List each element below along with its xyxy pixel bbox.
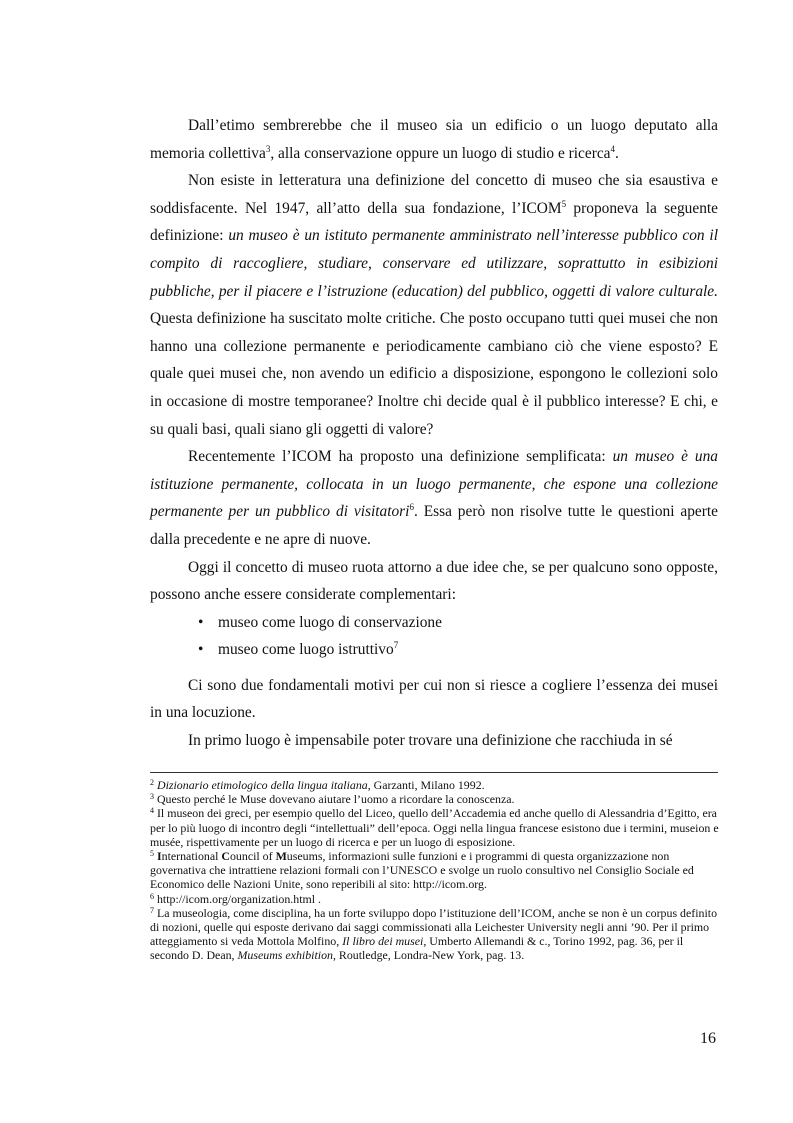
footnote-text: http://icom.org/organization.html . bbox=[154, 891, 322, 906]
footnote-number: 5 bbox=[150, 849, 154, 859]
text-run: Questa definizione ha suscitato molte critiche. Che posto occupano tutti quei musei che non hanno una collezione permanente e periodicamente cambiano ciò che viene esposto? E quale quei musei che, non avendo un edificio a disposizione, espongono le collezioni solo in occasione di mostre temporanee? Inoltre chi decide qual è il pubblico interesse? E chi, e su quali basi, quali siano gli oggetti di valore? bbox=[150, 310, 718, 438]
paragraph-motives: Ci sono due fondamentali motivi per cui non si riesce a cogliere l’essenza dei musei in una locuzione. bbox=[150, 676, 718, 722]
footnote-text: Il museon dei greci, per esempio quello del Liceo, quello dell’Accademia ed anche quello di Alessandria d’Egitto, era per lo più luogo di incontro degli “intellettuali” dell’epoca. Oggi nella lingua francese esistono due i termini, museion e musée, rispettivamente per un luogo di ricerca e per un luogo di esposizione. bbox=[150, 806, 719, 849]
italic-definition: un museo è una istituzione permanente, collocata in un luogo permanente, che espone una collezione permanente per un pubblico di visitatori bbox=[150, 448, 718, 521]
footnote-text: Questo perché le Muse dovevano aiutare l’uomo a ricordare la conoscenza. bbox=[154, 792, 515, 807]
footnote bbox=[150, 892, 720, 906]
list-item bbox=[198, 636, 718, 664]
paragraph-concept: Oggi il concetto di museo ruota attorno a due idee che, se per qualcuno sono opposte, possono anche essere considerate complementari: bbox=[150, 558, 718, 604]
footnote-ref: 4 bbox=[610, 143, 616, 154]
footnote-ref: 3 bbox=[265, 143, 271, 154]
footnote-text: La museologia, come disciplina, ha un forte sviluppo dopo l’istituzione dell’ICOM, anche se non è un corpus definito di nozioni, quelle qui esposte derivano dai saggi commissionati alla Leichester University negli anni ’90. Per il primo atteggiamento si veda Mottola Molfino, bbox=[150, 905, 718, 949]
footnote-bold: C bbox=[221, 849, 230, 864]
list-item-text: museo come luogo di conservazione bbox=[218, 613, 442, 631]
footnote-italic: Il libro dei musei bbox=[342, 934, 424, 949]
paragraph-icom-recent bbox=[150, 443, 718, 553]
footnote-italic: Dizionario etimologico della lingua italiana bbox=[156, 778, 368, 792]
footnote-bold: M bbox=[275, 849, 287, 864]
footnote bbox=[150, 778, 720, 792]
footnote-text: , Routledge, Londra-New York, pag. 13. bbox=[332, 948, 525, 963]
list-item bbox=[198, 609, 718, 637]
footnote-text: useums, informazioni sulle funzioni e i programmi di questa organizzazione non governativa che intrattiene relazioni formali con l’UNESCO e svolge un ruolo consultivo nel Consiglio Sociale ed Economico delle Nazioni Unite, sono reperibili al sito: http://icom.org. bbox=[150, 849, 694, 892]
list-item-text: museo come luogo istruttivo bbox=[218, 641, 394, 659]
footnote-number: 3 bbox=[150, 792, 154, 802]
text-run: Dall’etimo sembrerebbe che il museo sia un edificio o un luogo deputato alla memoria collettiva bbox=[150, 117, 718, 162]
footnotes bbox=[150, 778, 720, 963]
paragraph-icom-1947 bbox=[150, 167, 718, 443]
footnote-number: 6 bbox=[150, 891, 154, 901]
text-run: . Essa però non risolve tutte le questioni aperte dalla precedente e ne apre di nuove. bbox=[150, 503, 718, 548]
footnote-number: 4 bbox=[150, 806, 154, 816]
paragraph-etymology bbox=[150, 112, 718, 167]
footnote-text: , Umberto Allemandi & c., Torino 1992, pag. 36, per il secondo D. Dean, bbox=[150, 934, 684, 963]
footnote-text: , Garzanti, Milano 1992. bbox=[367, 778, 485, 792]
footnote bbox=[150, 849, 720, 892]
footnote-number: 7 bbox=[150, 905, 154, 915]
text-run: proponeva la seguente definizione: bbox=[150, 199, 718, 245]
bullet-list bbox=[150, 609, 718, 664]
text-run: . bbox=[615, 144, 619, 162]
footnote bbox=[150, 792, 720, 806]
footnote-ref: 6 bbox=[409, 502, 414, 513]
footnote-bold: I bbox=[156, 849, 162, 864]
page-number: 16 bbox=[700, 1030, 716, 1047]
footnote-ref: 7 bbox=[393, 640, 399, 651]
footnote-text: nternational bbox=[161, 849, 222, 864]
footnote-italic: Museums exhibition bbox=[237, 948, 333, 963]
body-text bbox=[150, 112, 718, 755]
footnote bbox=[150, 806, 720, 849]
paragraph-first-reason: In primo luogo è impensabile poter trovare una definizione che racchiuda in sé bbox=[188, 732, 673, 750]
text-run: Non esiste in letteratura una definizione del concetto di museo che sia esaustiva e soddisfacente. Nel 1947, all’atto della sua fondazione, l’ICOM bbox=[150, 172, 718, 217]
footnote-text: ouncil of bbox=[229, 849, 276, 864]
footnote-number: 2 bbox=[150, 778, 154, 787]
text-run: , alla conservazione oppure un luogo di studio e ricerca bbox=[270, 144, 611, 162]
italic-definition: un museo è un istituto permanente amministrato nell’interesse pubblico con il compito di raccogliere, studiare, conservare ed utilizzare, soprattutto in esibizioni pubbliche, per il piacere e l’istruzione (education) del pubblico, oggetti di valore culturale. bbox=[150, 227, 718, 300]
footnote bbox=[150, 906, 720, 963]
text-run: Recentemente l’ICOM ha proposto una definizione semplificata: bbox=[188, 448, 613, 466]
footnote-separator bbox=[150, 772, 718, 773]
footnote-ref: 5 bbox=[561, 198, 567, 209]
